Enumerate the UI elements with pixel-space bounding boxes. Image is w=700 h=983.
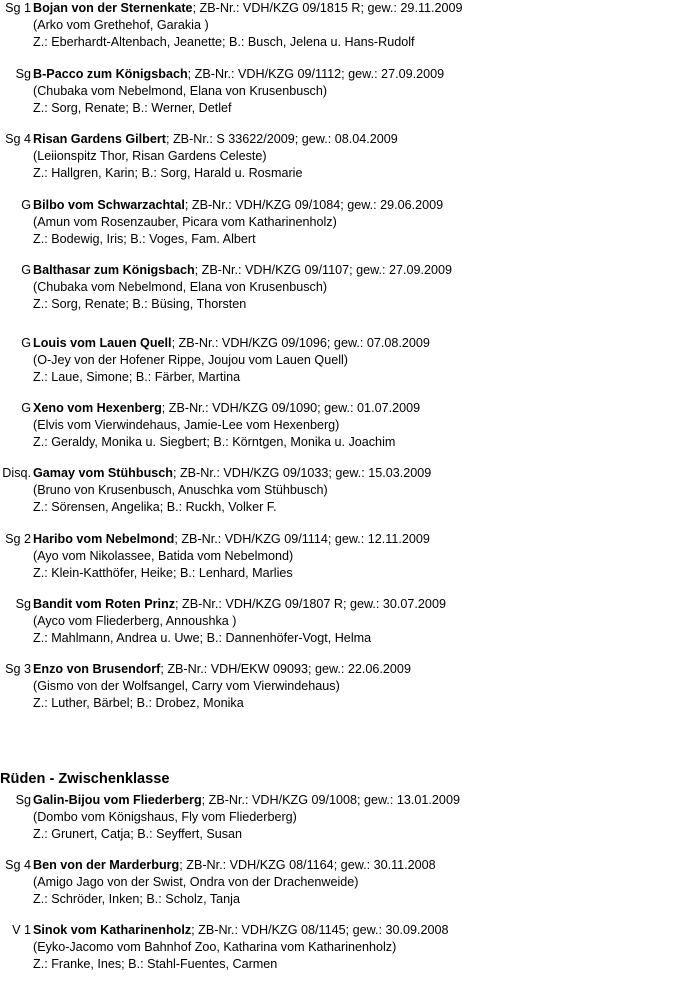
- title-line: [33, 400, 420, 416]
- title-line: [33, 335, 430, 351]
- grade-label: G: [21, 263, 31, 277]
- grade-label: G: [21, 198, 31, 212]
- title-line: [33, 0, 463, 16]
- parents-line: (Gismo von der Wolfsangel, Carry vom Vierwindehaus): [33, 679, 340, 693]
- dog-name: Louis vom Lauen Quell: [33, 336, 172, 350]
- title-line: [33, 131, 398, 147]
- title-line: [33, 792, 460, 808]
- registration-details: ; ZB-Nr.: VDH/KZG 09/1114; gew.: 12.11.2009: [174, 532, 430, 546]
- dog-name: Ben von der Marderburg: [33, 858, 180, 872]
- grade-label: Sg 2: [5, 532, 31, 546]
- grade-label: Sg 3: [5, 662, 31, 676]
- registration-details: ; ZB-Nr.: VDH/KZG 09/1096; gew.: 07.08.2009: [171, 336, 430, 350]
- dog-name: Haribo vom Nebelmond: [33, 532, 175, 546]
- title-line: [33, 66, 444, 82]
- dog-name: Bandit vom Roten Prinz: [33, 597, 176, 611]
- owners-line: Z.: Luther, Bärbel; B.: Drobez, Monika: [33, 696, 244, 710]
- parents-line: (Amigo Jago von der Swist, Ondra von der Drachenweide): [33, 875, 359, 889]
- parents-line: (Leiionspitz Thor, Risan Gardens Celeste): [33, 149, 267, 163]
- parents-line: (Ayo vom Nikolassee, Batida vom Nebelmond): [33, 549, 294, 563]
- dog-name: Galin-Bijou vom Fliederberg: [33, 793, 202, 807]
- title-line: [33, 596, 446, 612]
- grade-label: Sg: [15, 67, 31, 81]
- title-line: [33, 531, 430, 547]
- parents-line: (Amun vom Rosenzauber, Picara vom Katharinenholz): [33, 215, 337, 229]
- registration-details: ; ZB-Nr.: VDH/KZG 09/1033; gew.: 15.03.2009: [172, 466, 432, 480]
- grade-label: V 1: [12, 923, 31, 937]
- owners-line: Z.: Hallgren, Karin; B.: Sorg, Harald u. Rosmarie: [33, 166, 303, 180]
- owners-line: Z.: Franke, Ines; B.: Stahl-Fuentes, Carmen: [33, 957, 278, 971]
- title-line: [33, 197, 443, 213]
- parents-line: (Chubaka vom Nebelmond, Elana von Krusenbusch): [33, 84, 328, 98]
- grade-label: G: [21, 401, 31, 415]
- registration-details: ; ZB-Nr.: VDH/KZG 09/1008; gew.: 13.01.2009: [201, 793, 460, 807]
- dog-name: Gamay vom Stühbusch: [33, 466, 173, 480]
- grade-label: Sg 4: [5, 858, 31, 872]
- registration-details: ; ZB-Nr.: VDH/KZG 09/1090; gew.: 01.07.2009: [161, 401, 421, 415]
- owners-line: Z.: Geraldy, Monika u. Siegbert; B.: Körntgen, Monika u. Joachim: [33, 435, 396, 449]
- dog-name: B-Pacco zum Königsbach: [33, 67, 188, 81]
- parents-line: (Bruno von Krusenbusch, Anuschka vom Stühbusch): [33, 483, 328, 497]
- dog-name: Enzo von Brusendorf: [33, 662, 161, 676]
- owners-line: Z.: Klein-Katthöfer, Heike; B.: Lenhard, Marlies: [33, 566, 293, 580]
- owners-line: Z.: Sorg, Renate; B.: Büsing, Thorsten: [33, 297, 247, 311]
- grade-label: Sg: [15, 793, 31, 807]
- registration-details: ; ZB-Nr.: VDH/EKW 09093; gew.: 22.06.2009: [160, 662, 411, 676]
- grade-label: Sg 1: [5, 1, 31, 15]
- registration-details: ; ZB-Nr.: VDH/KZG 09/1107; gew.: 27.09.2009: [194, 263, 453, 277]
- dog-name: Bilbo vom Schwarzachtal: [33, 198, 185, 212]
- owners-line: Z.: Sörensen, Angelika; B.: Ruckh, Volker F.: [33, 500, 277, 514]
- dog-name: Bojan von der Sternenkate: [33, 1, 193, 15]
- dog-name: Risan Gardens Gilbert: [33, 132, 166, 146]
- title-line: [33, 857, 436, 873]
- parents-line: (O-Jey von der Hofener Rippe, Joujou vom Lauen Quell): [33, 353, 349, 367]
- owners-line: Z.: Sorg, Renate; B.: Werner, Detlef: [33, 101, 232, 115]
- parents-line: (Chubaka vom Nebelmond, Elana von Krusenbusch): [33, 280, 328, 294]
- dog-name: Xeno vom Hexenberg: [33, 401, 162, 415]
- registration-details: ; ZB-Nr.: VDH/KZG 08/1164; gew.: 30.11.2008: [179, 858, 436, 872]
- owners-line: Z.: Bodewig, Iris; B.: Voges, Fam. Albert: [33, 232, 256, 246]
- owners-line: Z.: Mahlmann, Andrea u. Uwe; B.: Dannenhöfer-Vogt, Helma: [33, 631, 372, 645]
- grade-label: G: [21, 336, 31, 350]
- parents-line: (Dombo vom Königshaus, Fly vom Fliederberg): [33, 810, 297, 824]
- parents-line: (Arko vom Grethehof, Garakia ): [33, 18, 209, 32]
- title-line: [33, 262, 452, 278]
- owners-line: Z.: Eberhardt-Altenbach, Jeanette; B.: Busch, Jelena u. Hans-Rudolf: [33, 35, 415, 49]
- registration-details: ; ZB-Nr.: VDH/KZG 09/1084; gew.: 29.06.2009: [184, 198, 444, 212]
- registration-details: ; ZB-Nr.: VDH/KZG 09/1815 R; gew.: 29.11.2009: [192, 1, 463, 15]
- registration-details: ; ZB-Nr.: VDH/KZG 09/1807 R; gew.: 30.07.2009: [175, 597, 446, 611]
- title-line: [33, 922, 449, 938]
- owners-line: Z.: Laue, Simone; B.: Färber, Martina: [33, 370, 241, 384]
- parents-line: (Elvis vom Vierwindehaus, Jamie-Lee vom Hexenberg): [33, 418, 340, 432]
- section-heading: Rüden - Zwischenklasse: [0, 771, 170, 787]
- owners-line: Z.: Schröder, Inken; B.: Scholz, Tanja: [33, 892, 240, 906]
- title-line: [33, 465, 431, 481]
- owners-line: Z.: Grunert, Catja; B.: Seyffert, Susan: [33, 827, 243, 841]
- parents-line: (Eyko-Jacomo vom Bahnhof Zoo, Katharina vom Katharinenholz): [33, 940, 397, 954]
- grade-label: Disq.: [2, 466, 31, 480]
- registration-details: ; ZB-Nr.: S 33622/2009; gew.: 08.04.2009: [165, 132, 398, 146]
- dog-name: Balthasar zum Königsbach: [33, 263, 195, 277]
- parents-line: (Ayco vom Fliederberg, Annoushka ): [33, 614, 237, 628]
- registration-details: ; ZB-Nr.: VDH/KZG 08/1145; gew.: 30.09.2008: [191, 923, 449, 937]
- grade-label: Sg 4: [5, 132, 31, 146]
- registration-details: ; ZB-Nr.: VDH/KZG 09/1112; gew.: 27.09.2009: [187, 67, 445, 81]
- title-line: [33, 661, 411, 677]
- grade-label: Sg: [15, 597, 31, 611]
- dog-name: Sinok vom Katharinenholz: [33, 923, 192, 937]
